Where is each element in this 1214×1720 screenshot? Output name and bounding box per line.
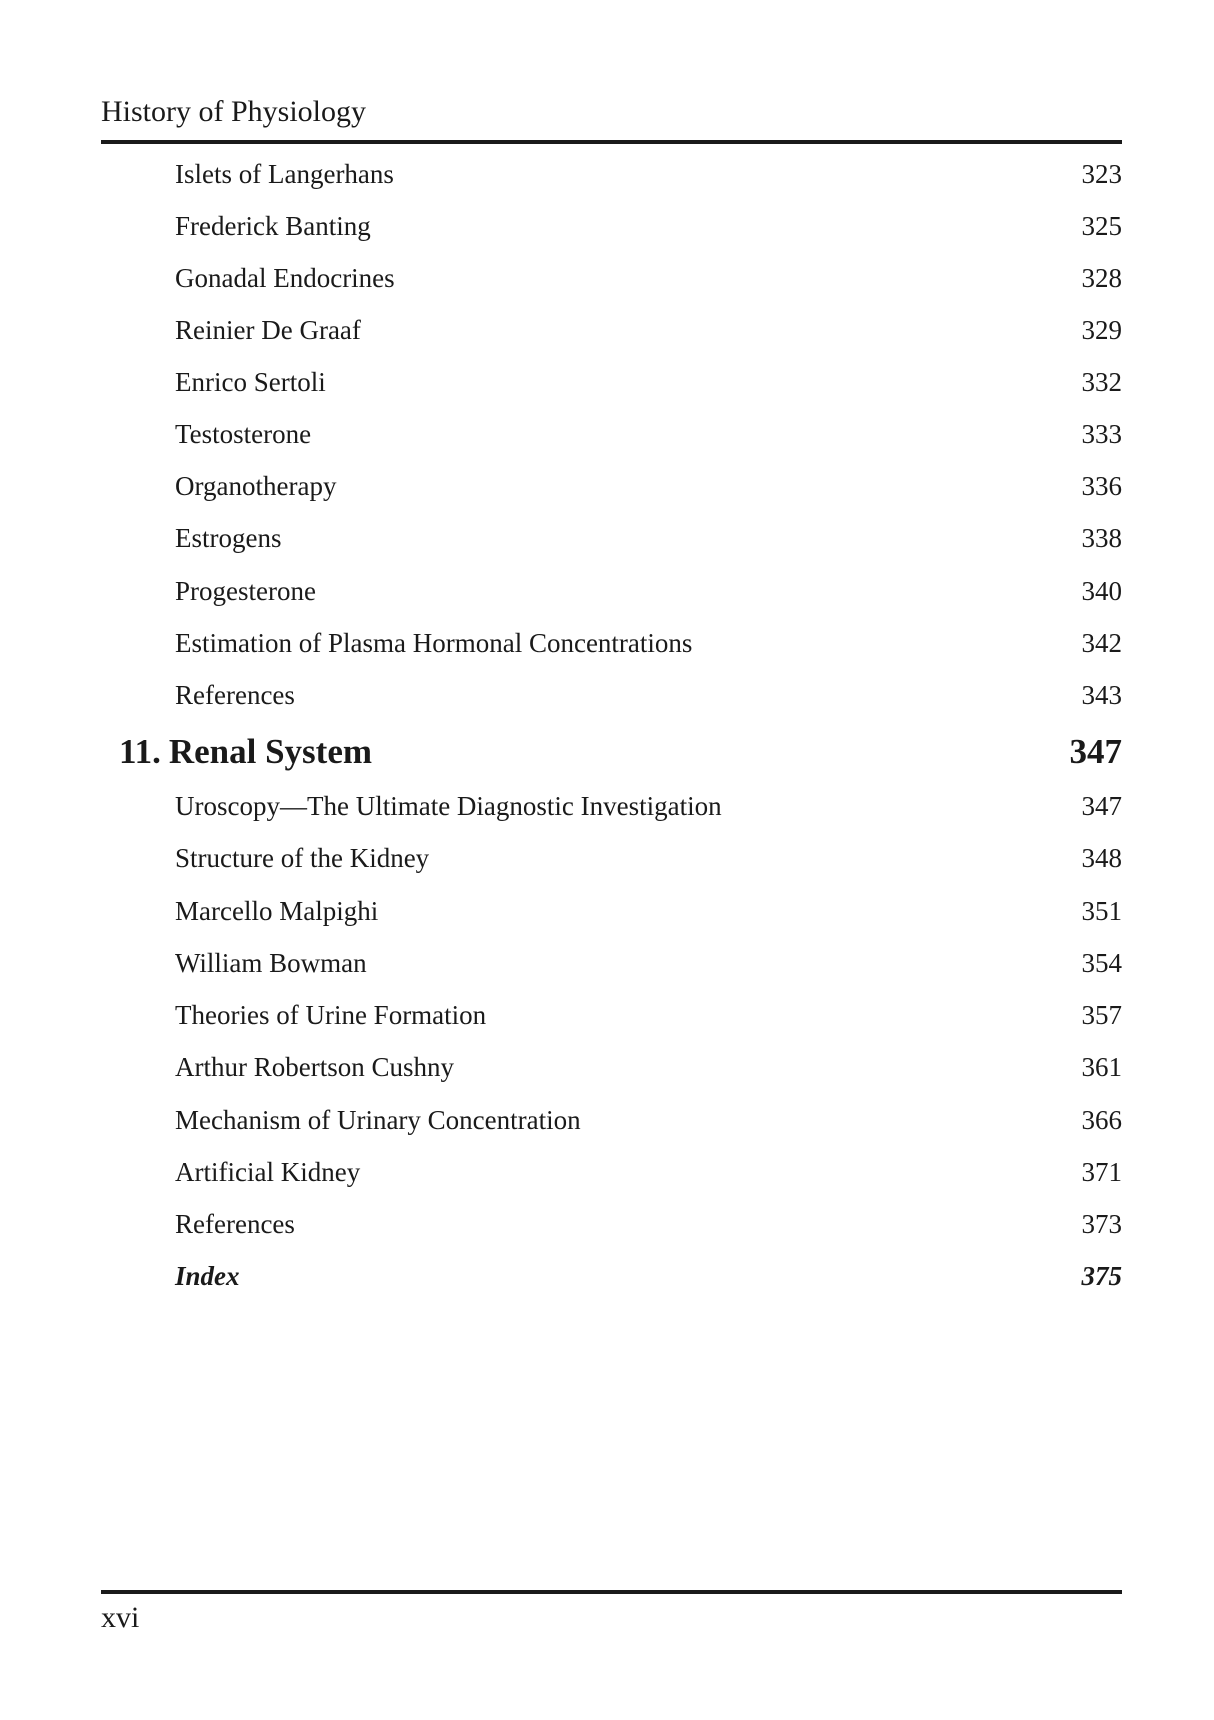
toc-entry-title: Reinier De Graaf — [175, 315, 361, 345]
toc-entry-islets-of-langerhans[interactable] — [175, 156, 1122, 192]
toc-entry-title: Testosterone — [175, 419, 312, 449]
toc-entry-title: Enrico Sertoli — [175, 367, 326, 397]
toc-entry-reinier-de-graaf[interactable] — [175, 312, 1122, 348]
toc-entry-page: 336 — [1081, 471, 1122, 501]
toc-entry-page: 357 — [1081, 1000, 1122, 1030]
toc-entry-page: 348 — [1081, 843, 1122, 873]
toc-entry-title: Estimation of Plasma Hormonal Concentrations — [175, 628, 693, 658]
toc-entry-title: Index — [175, 1261, 240, 1291]
toc-entry-frederick-banting[interactable] — [175, 208, 1122, 244]
toc-entry-page: 371 — [1081, 1157, 1122, 1187]
toc-entry-page: 338 — [1081, 523, 1122, 553]
toc-entry-title: Estrogens — [175, 523, 282, 553]
toc-entry-title: Arthur Robertson Cushny — [175, 1052, 454, 1082]
toc-entry-testosterone[interactable] — [175, 416, 1122, 452]
toc-entry-title: References — [175, 1209, 295, 1239]
toc-entry-title: Uroscopy—The Ultimate Diagnostic Investigation — [175, 791, 722, 821]
toc-entry-title: Theories of Urine Formation — [175, 1000, 487, 1030]
toc-entry-structure-of-the-kidney[interactable] — [175, 840, 1122, 876]
toc-entry-theories-of-urine-formation[interactable] — [175, 997, 1122, 1033]
toc-entry-page: 329 — [1081, 315, 1122, 345]
toc-entry-page: 323 — [1081, 159, 1122, 189]
toc-entry-page: 375 — [1081, 1261, 1122, 1291]
toc-entry-page: 354 — [1081, 948, 1122, 978]
toc-entry-page: 373 — [1081, 1209, 1122, 1239]
toc-entry-page: 340 — [1081, 576, 1122, 606]
chapter-number: 11. — [119, 732, 161, 771]
toc-entry-title: Islets of Langerhans — [175, 159, 394, 189]
toc-entry-title: Marcello Malpighi — [175, 896, 379, 926]
toc-entry-page: 343 — [1081, 680, 1122, 710]
toc-entry-title: Frederick Banting — [175, 211, 371, 241]
toc-entry-page: 347 — [1081, 791, 1122, 821]
toc-entry-gonadal-endocrines[interactable] — [175, 260, 1122, 296]
chapter-title: Renal System — [168, 732, 373, 771]
toc-entry-page: 325 — [1081, 211, 1122, 241]
toc-entry-title: Gonadal Endocrines — [175, 263, 395, 293]
toc-entry-index[interactable] — [175, 1258, 1122, 1294]
page-number: xvi — [101, 1601, 140, 1634]
toc-entry-references[interactable] — [175, 677, 1122, 713]
toc-entry-title: Mechanism of Urinary Concentration — [175, 1105, 581, 1135]
toc-chapter-renal-system[interactable] — [119, 730, 1122, 774]
toc-entry-references-renal[interactable] — [175, 1206, 1122, 1242]
toc-entry-page: 351 — [1081, 896, 1122, 926]
toc-entry-organotherapy[interactable] — [175, 468, 1122, 504]
toc-entry-page: 366 — [1081, 1105, 1122, 1135]
toc-entry-marcello-malpighi[interactable] — [175, 893, 1122, 929]
toc-entry-page: 328 — [1081, 263, 1122, 293]
chapter-page: 347 — [1069, 732, 1122, 771]
footer-rule — [101, 1590, 1122, 1594]
toc-entry-uroscopy[interactable] — [175, 788, 1122, 824]
toc-entry-title: Progesterone — [175, 576, 316, 606]
toc-entry-arthur-robertson-cushny[interactable] — [175, 1049, 1122, 1085]
toc-entry-estimation-of-plasma-hormonal-concentrations[interactable] — [175, 625, 1122, 661]
toc-entry-enrico-sertoli[interactable] — [175, 364, 1122, 400]
toc-entry-page: 361 — [1081, 1052, 1122, 1082]
toc-entry-progesterone[interactable] — [175, 573, 1122, 609]
toc-entry-estrogens[interactable] — [175, 520, 1122, 556]
running-head: History of Physiology — [101, 95, 367, 128]
toc-entry-title: References — [175, 680, 295, 710]
toc-entry-william-bowman[interactable] — [175, 945, 1122, 981]
toc-entry-artificial-kidney[interactable] — [175, 1154, 1122, 1190]
toc-entry-mechanism-of-urinary-concentration[interactable] — [175, 1102, 1122, 1138]
toc-entry-page: 332 — [1081, 367, 1122, 397]
chapter-heading — [119, 730, 372, 774]
toc-entry-title: Structure of the Kidney — [175, 843, 430, 873]
toc-entry-page: 342 — [1081, 628, 1122, 658]
toc-entry-title: Organotherapy — [175, 471, 337, 501]
header-rule — [101, 140, 1122, 144]
toc-entry-title: Artificial Kidney — [175, 1157, 361, 1187]
toc-entry-page: 333 — [1081, 419, 1122, 449]
toc-entry-title: William Bowman — [175, 948, 367, 978]
